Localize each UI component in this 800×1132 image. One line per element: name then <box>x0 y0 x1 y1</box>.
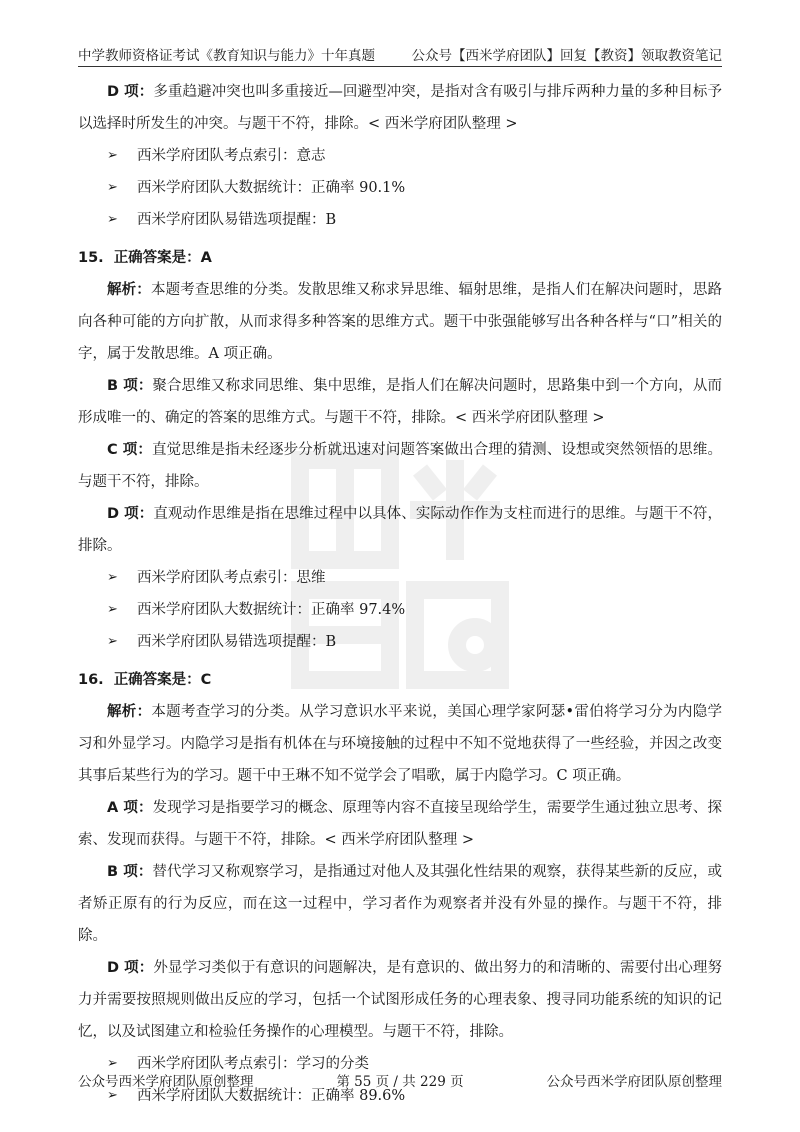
arrow-bullet-icon: ➢ <box>107 180 118 195</box>
page-header <box>78 42 722 67</box>
q16-bullet-1: ➢ 西米学府团队考点索引：学习的分类 <box>78 1048 722 1080</box>
document-body <box>78 76 722 1112</box>
q14-option-d <box>78 76 722 140</box>
q15-option-d: D 项：直观动作思维是指在思维过程中以具体、实际动作作为支柱而进行的思维。与题干不符，排除。 <box>78 506 722 554</box>
q16-analysis: 解析：本题考查学习的分类。从学习意识水平来说，美国心理学家阿瑟•雷伯将学习分为内隐学习和外显学习。内隐学习是指有机体在与环境接触的过程中不知不觉地获得了一些经验，并因之改变其事后某些行为的学习。题干中王琳不知不觉学会了唱歌，属于内隐学习。C 项正确。 <box>78 704 722 784</box>
header-right: 公众号【西米学府团队】回复【教资】领取教资笔记 <box>411 48 722 64</box>
arrow-bullet-icon: ➢ <box>107 1088 118 1103</box>
page-footer <box>78 1070 722 1090</box>
arrow-bullet-icon: ➢ <box>107 570 118 585</box>
q15-title: 15. 正确答案是：A <box>78 250 212 266</box>
q15-option-b: B 项：聚合思维又称求同思维、集中思维，是指人们在解决问题时，思路集中到一个方向，从而形成唯一的、确定的答案的思维方式。与题干不符，排除。< 西米学府团队整理 > <box>78 378 722 426</box>
q16-option-d: D 项：外显学习类似于有意识的问题解决，是有意识的、做出努力的和清晰的、需要付出心理努力并需要按照规则做出反应的学习，包括一个试图形成任务的心理表象、搜寻同功能系统的知识的记忆，以及试图建立和检验任务操作的心理模型。与题干不符，排除。 <box>78 960 722 1040</box>
arrow-bullet-icon: ➢ <box>107 602 118 617</box>
header-left: 中学教师资格证考试《教育知识与能力》十年真题 <box>78 48 375 64</box>
q15-option-c: C 项：直觉思维是指未经逐步分析就迅速对问题答案做出合理的猜测、设想或突然领悟的思维。与题干不符，排除。 <box>78 442 722 490</box>
q16-title: 16. 正确答案是：C <box>78 672 212 688</box>
footer-right: 公众号西米学府团队原创整理 <box>546 1074 722 1090</box>
q15-bullet-1: ➢ 西米学府团队考点索引：思维 <box>78 562 722 594</box>
q14-bullet-3: ➢ 西米学府团队易错选项提醒：B <box>78 204 722 236</box>
option-text: 多重趋避冲突也叫多重接近—回避型冲突，是指对含有吸引与排斥两种力量的多种目标予以选择时所发生的冲突。与题干不符，排除。< 西米学府团队整理 > <box>78 84 722 132</box>
footer-left: 公众号西米学府团队原创整理 <box>78 1074 254 1090</box>
q16-option-b: B 项：替代学习又称观察学习，是指通过对他人及其强化性结果的观察，获得某些新的反应，或者矫正原有的行为反应，而在这一过程中，学习者作为观察者并没有外显的操作。与题干不符，排除。 <box>78 864 722 944</box>
q16-bullet-2: ➢ 西米学府团队大数据统计：正确率 89.6% <box>78 1080 722 1112</box>
q15-bullet-3: ➢ 西米学府团队易错选项提醒：B <box>78 626 722 658</box>
q14-bullet-2: ➢ 西米学府团队大数据统计：正确率 90.1% <box>78 172 722 204</box>
arrow-bullet-icon: ➢ <box>107 634 118 649</box>
q14-bullet-1: ➢ 西米学府团队考点索引：意志 <box>78 140 722 172</box>
arrow-bullet-icon: ➢ <box>107 1056 118 1071</box>
page-number: 第 55 页 / 共 229 页 <box>336 1074 464 1090</box>
option-label: D 项： <box>107 84 154 100</box>
arrow-bullet-icon: ➢ <box>107 212 118 227</box>
q15-bullet-2: ➢ 西米学府团队大数据统计：正确率 97.4% <box>78 594 722 626</box>
q16-option-a: A 项：发现学习是指要学习的概念、原理等内容不直接呈现给学生，需要学生通过独立思考、探索、发现而获得。与题干不符，排除。< 西米学府团队整理 > <box>78 800 723 848</box>
q15-analysis: 解析：本题考查思维的分类。发散思维又称求异思维、辐射思维，是指人们在解决问题时，思路向各种可能的方向扩散，从而求得多种答案的思维方式。题干中张强能够写出各种各样与“口”相关的字，属于发散思维。A 项正确。 <box>78 282 723 362</box>
arrow-bullet-icon: ➢ <box>107 148 118 163</box>
